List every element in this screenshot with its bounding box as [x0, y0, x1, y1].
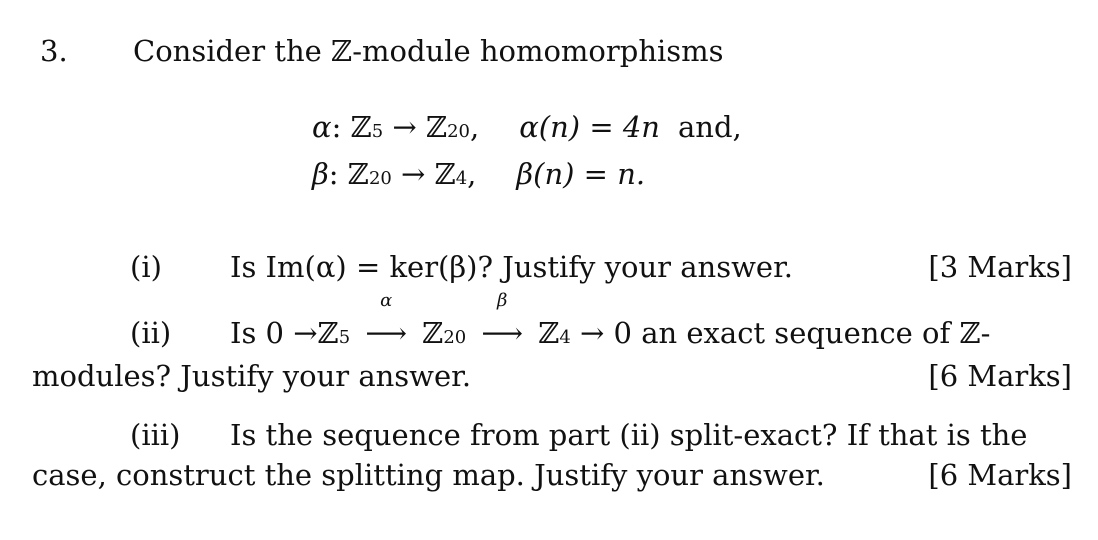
part-iii-line1: Is the sequence from part (ii) split-exact? If that is the: [230, 418, 1028, 452]
part-iii-label: (iii): [130, 418, 181, 452]
beta-arrow: β ⟶: [481, 290, 523, 350]
part-ii-line1: Is 0 → ℤ 5 α ⟶ ℤ 20 β ⟶ ℤ 4 → 0 an exact sequence of ℤ-: [230, 290, 991, 350]
map-beta: β : ℤ 20 → ℤ 4 , β(n) = n.: [312, 157, 646, 191]
question-number: 3.: [40, 34, 68, 68]
part-iii-line2: case, construct the splitting map. Justify your answer.: [32, 458, 825, 492]
part-ii-line2: modules? Justify your answer.: [32, 359, 472, 393]
part-i-label: (i): [130, 250, 162, 284]
map-alpha: α : ℤ 5 → ℤ 20 , α(n) = 4n and,: [312, 110, 742, 144]
part-ii-label: (ii): [130, 316, 172, 350]
alpha-arrow: α ⟶: [365, 290, 407, 350]
part-i-marks: [3 Marks]: [928, 250, 1072, 284]
question-intro: Consider the ℤ-module homomorphisms: [133, 34, 724, 68]
part-iii-marks: [6 Marks]: [928, 458, 1072, 492]
part-i-text: Is Im(α) = ker(β)? Justify your answer.: [230, 250, 793, 284]
part-ii-marks: [6 Marks]: [928, 359, 1072, 393]
